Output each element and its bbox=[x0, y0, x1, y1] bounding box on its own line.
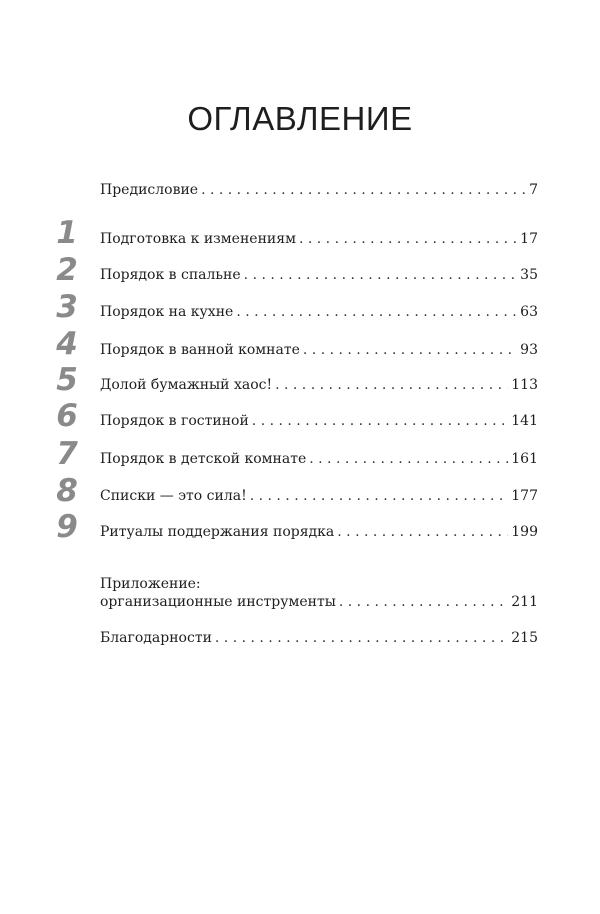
chapter-number-9: 9 bbox=[56, 509, 78, 545]
chapter-number-3: 3 bbox=[56, 289, 78, 325]
dot-leader bbox=[252, 412, 508, 430]
toc-entry-label: Списки — это сила! bbox=[100, 488, 247, 504]
page-title: ОГЛАВЛЕНИЕ bbox=[187, 100, 413, 137]
toc-entry-chapter-6[interactable] bbox=[100, 412, 538, 430]
toc-entry-acknowledgements[interactable] bbox=[100, 629, 538, 647]
toc-entry-label: Порядок на кухне bbox=[100, 304, 234, 320]
toc-entry-chapter-8[interactable] bbox=[100, 487, 538, 505]
toc-page-number: 35 bbox=[520, 267, 538, 283]
dot-leader bbox=[244, 266, 518, 284]
toc-entry-line2 bbox=[100, 593, 538, 611]
toc-entry-label: Порядок в ванной комнате bbox=[100, 342, 300, 358]
toc-entry-preface[interactable] bbox=[100, 181, 538, 199]
dot-leader bbox=[309, 450, 508, 468]
toc-page-number: 215 bbox=[511, 630, 538, 646]
toc-page-number: 17 bbox=[520, 231, 538, 247]
chapter-number-6: 6 bbox=[56, 398, 78, 434]
dot-leader bbox=[201, 181, 526, 199]
dot-leader bbox=[236, 303, 517, 321]
toc-entry-label: Подготовка к изменениям bbox=[100, 231, 296, 247]
toc-entry-appendix[interactable] bbox=[100, 575, 538, 611]
toc-entry-chapter-2[interactable] bbox=[100, 266, 538, 284]
toc-entry-label: Порядок в детской комнате bbox=[100, 451, 307, 467]
dot-leader bbox=[337, 523, 508, 541]
toc-entry-label-line2: организационные инструменты bbox=[100, 594, 336, 610]
toc-page-number: 161 bbox=[511, 451, 538, 467]
toc-entry-chapter-4[interactable] bbox=[100, 341, 538, 359]
toc-entry-label: Предисловие bbox=[100, 182, 199, 198]
dot-leader bbox=[339, 593, 508, 611]
toc-page-number: 141 bbox=[511, 413, 538, 429]
toc-page-number: 211 bbox=[511, 594, 538, 610]
toc-page-number: 63 bbox=[520, 304, 538, 320]
dot-leader bbox=[275, 376, 508, 394]
toc-entry-chapter-5[interactable] bbox=[100, 376, 538, 394]
toc-entry-label: Порядок в спальне bbox=[100, 267, 241, 283]
toc-page-number: 177 bbox=[511, 488, 538, 504]
chapter-number-8: 8 bbox=[56, 473, 78, 509]
toc-entry-chapter-3[interactable] bbox=[100, 303, 538, 321]
toc-page-number: 199 bbox=[511, 524, 538, 540]
toc-entry-chapter-1[interactable] bbox=[100, 230, 538, 248]
chapter-number-2: 2 bbox=[56, 252, 78, 288]
toc-entry-chapter-9[interactable] bbox=[100, 523, 538, 541]
toc-entry-label: Ритуалы поддержания порядка bbox=[100, 524, 335, 540]
dot-leader bbox=[303, 341, 517, 359]
toc-page-number: 93 bbox=[520, 342, 538, 358]
toc-entry-label-line1: Приложение: bbox=[100, 576, 201, 592]
dot-leader bbox=[299, 230, 517, 248]
dot-leader bbox=[215, 629, 508, 647]
chapter-number-7: 7 bbox=[56, 436, 78, 472]
toc-entry-label: Порядок в гостиной bbox=[100, 413, 249, 429]
chapter-number-4: 4 bbox=[56, 326, 78, 362]
toc-entry-label: Благодарности bbox=[100, 630, 212, 646]
dot-leader bbox=[250, 487, 509, 505]
toc-entry-label: Долой бумажный хаос! bbox=[100, 377, 273, 393]
chapter-number-1: 1 bbox=[56, 215, 78, 251]
toc-page-number: 113 bbox=[511, 377, 538, 393]
toc-entry-chapter-7[interactable] bbox=[100, 450, 538, 468]
chapter-number-5: 5 bbox=[56, 362, 78, 398]
toc-page-number: 7 bbox=[529, 182, 538, 198]
